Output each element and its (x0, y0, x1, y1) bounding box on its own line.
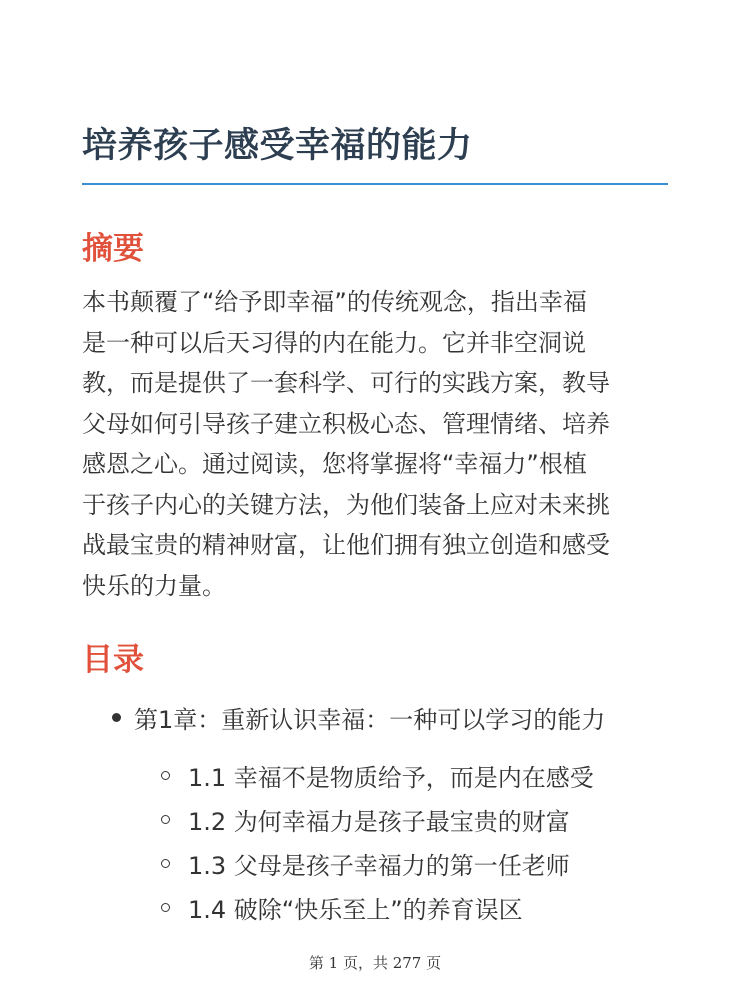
toc-heading: 目录 (82, 642, 144, 678)
summary-line: 战最宝贵的精神财富，让他们拥有独立创造和感受 (82, 531, 610, 559)
toc-section-item: 1.4 破除“快乐至上”的养育误区 (188, 896, 523, 924)
summary-line: 教，而是提供了一套科学、可行的实践方案，教导 (82, 369, 610, 397)
summary-line: 快乐的力量。 (82, 571, 226, 600)
toc-section-item: 1.1 幸福不是物质给予，而是内在感受 (188, 764, 594, 792)
bullet-circle-icon (161, 815, 170, 824)
bullet-circle-icon (161, 903, 170, 912)
page-number-footer: 第 1 页，共 277 页 (308, 954, 442, 972)
toc-chapter-item: 第1章：重新认识幸福：一种可以学习的能力 (134, 706, 606, 734)
bullet-circle-icon (161, 771, 170, 780)
title-divider (82, 183, 668, 185)
summary-paragraph (82, 282, 672, 606)
summary-line: 是一种可以后天习得的内在能力。它并非空洞说 (82, 328, 586, 357)
bullet-circle-icon (161, 859, 170, 868)
summary-heading: 摘要 (82, 231, 144, 267)
summary-line: 感恩之心。通过阅读，您将掌握将“幸福力”根植 (82, 450, 587, 478)
summary-line: 父母如何引导孩子建立积极心态、管理情绪、培养 (82, 409, 610, 438)
document-title: 培养孩子感受幸福的能力 (82, 126, 473, 166)
bullet-disc-icon (112, 713, 121, 722)
toc-section-item: 1.3 父母是孩子幸福力的第一任老师 (188, 852, 570, 880)
summary-line: 本书颠覆了“给予即幸福”的传统观念，指出幸福 (82, 288, 587, 316)
toc-section-item: 1.2 为何幸福力是孩子最宝贵的财富 (188, 808, 570, 836)
summary-line: 于孩子内心的关键方法，为他们装备上应对未来挑 (82, 490, 610, 519)
